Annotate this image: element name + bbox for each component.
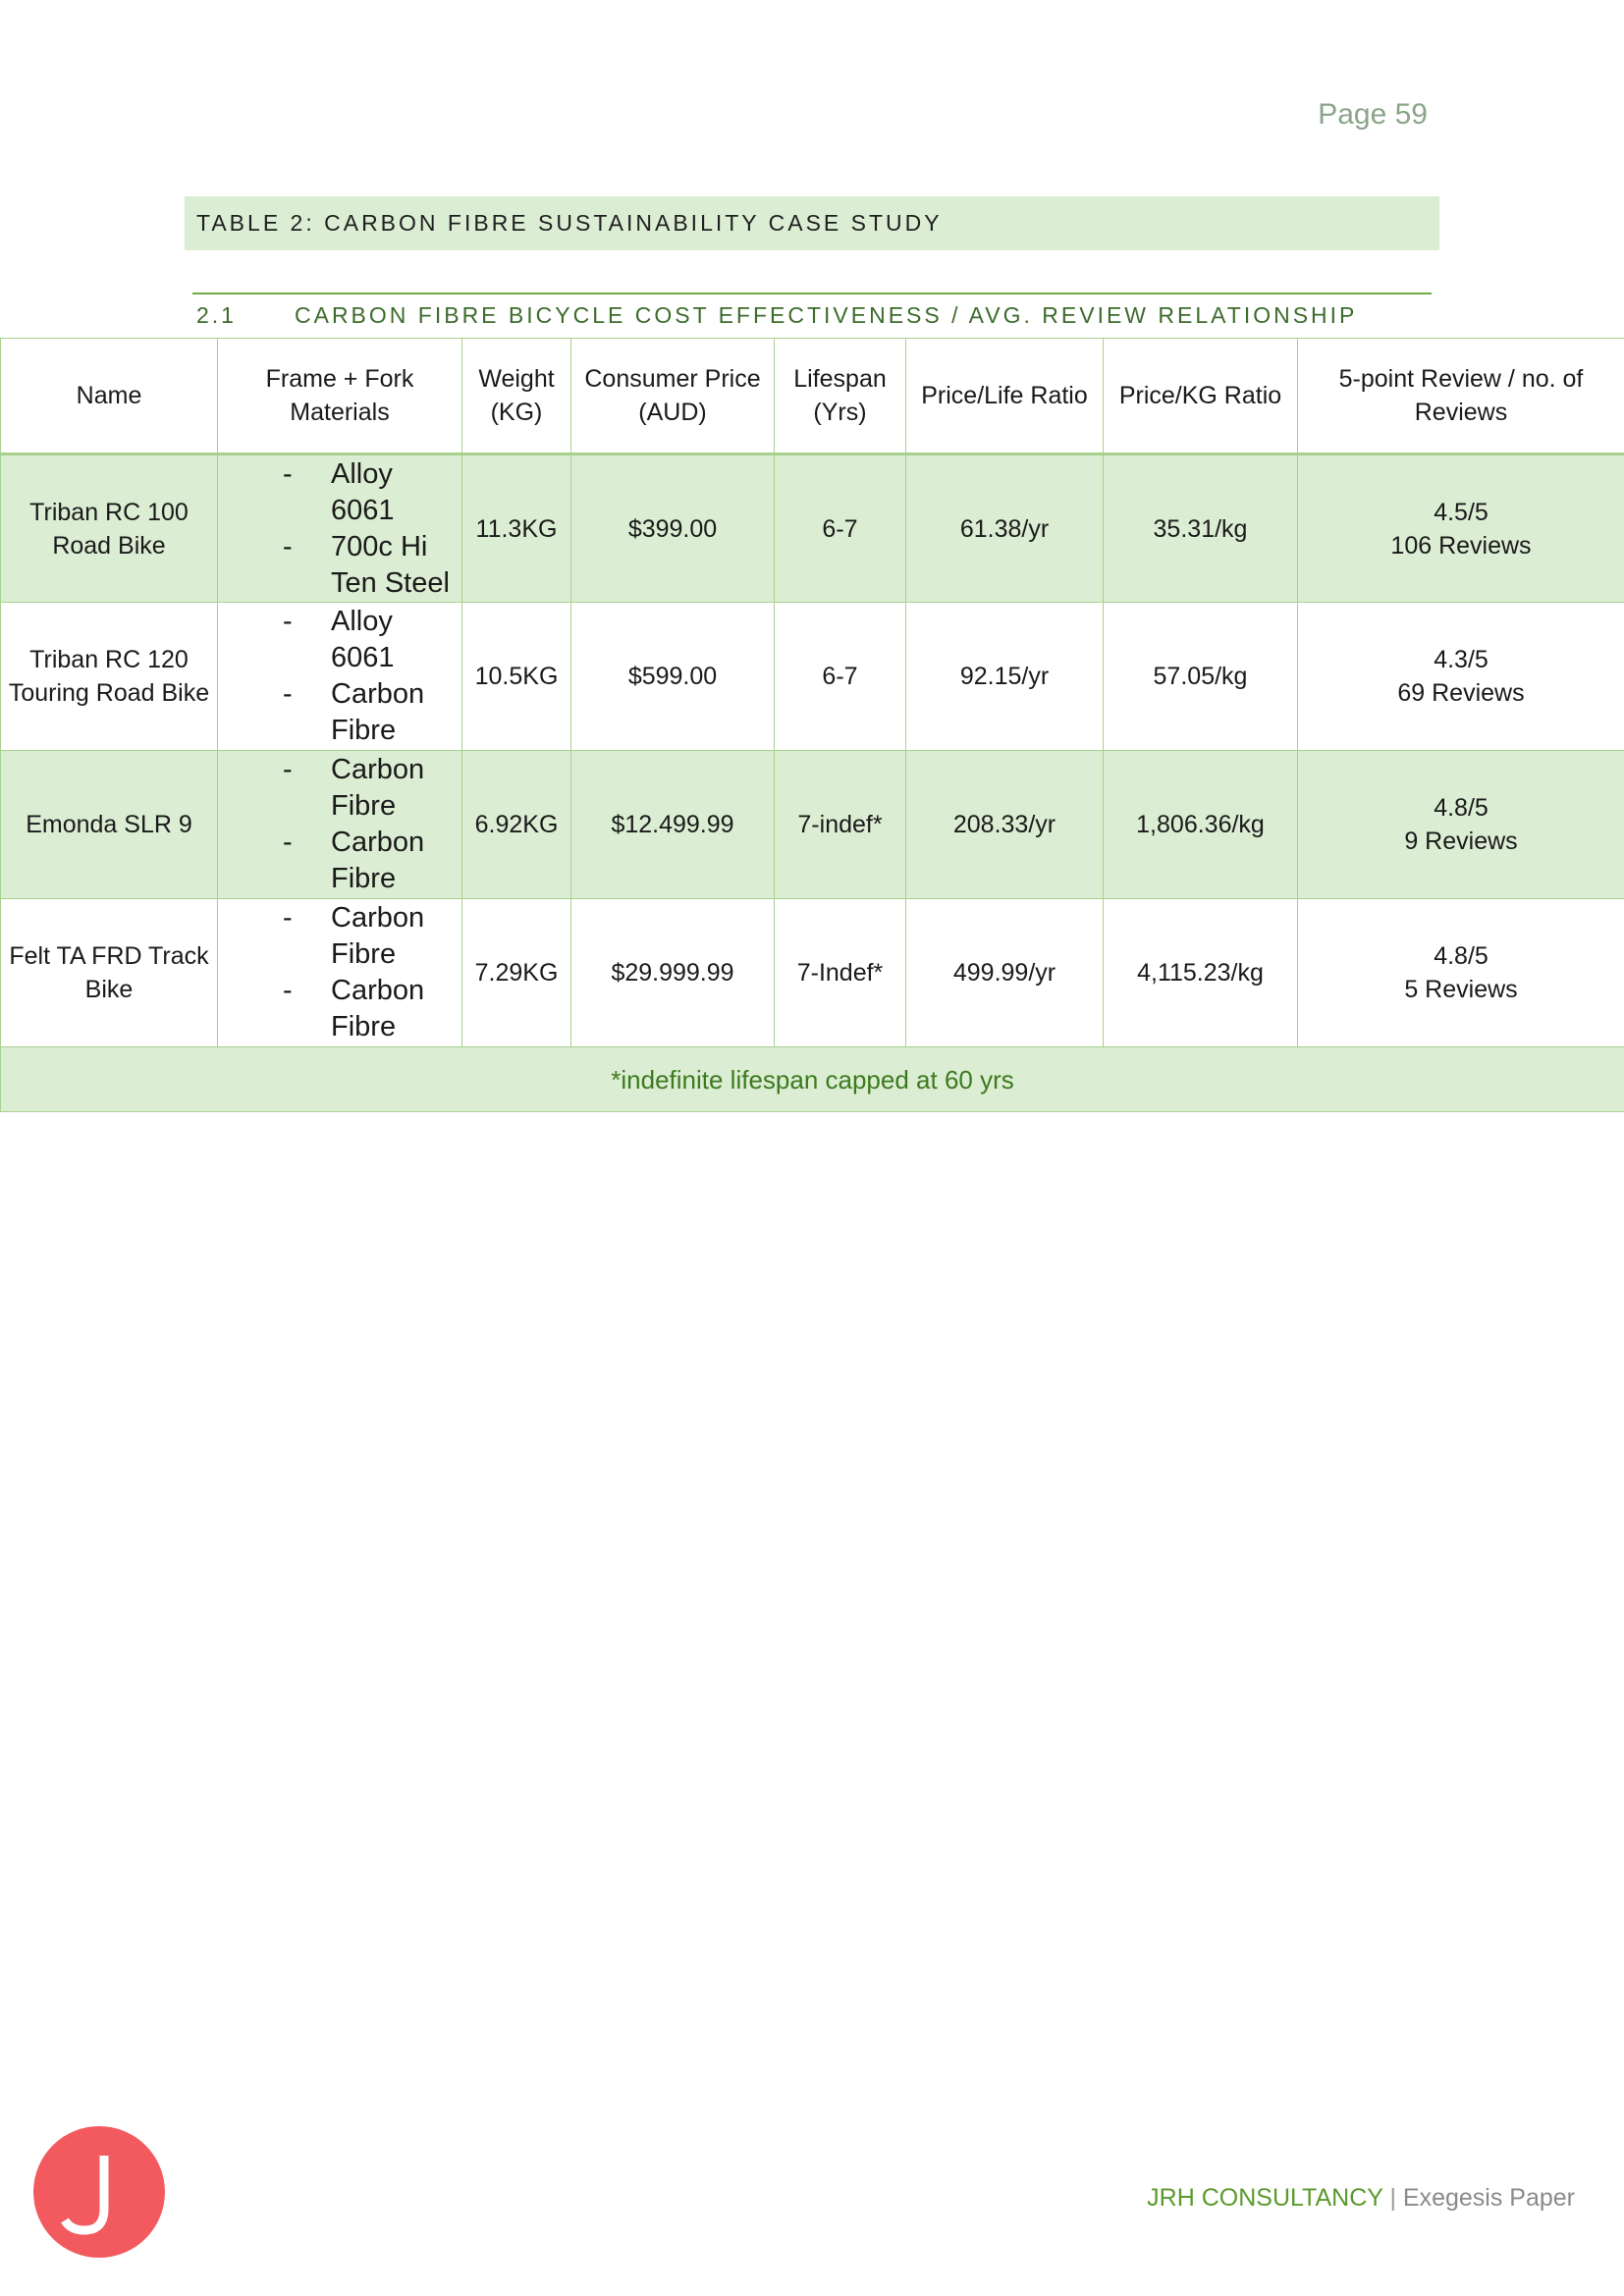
header-materials: Frame + Fork Materials xyxy=(218,339,462,454)
table-footnote-row xyxy=(1,1047,1624,1112)
footer-company: JRH CONSULTANCY xyxy=(1147,2184,1383,2212)
cell-lifespan: 7-indef* xyxy=(775,751,906,899)
review-score: 4.5/5 xyxy=(1434,498,1489,526)
table-row xyxy=(1,603,1624,751)
cell-price: $599.00 xyxy=(571,603,775,751)
bike-comparison-table xyxy=(0,338,1624,1112)
cell-price-life: 499.99/yr xyxy=(906,899,1104,1047)
cell-weight: 10.5KG xyxy=(462,603,571,751)
table-row xyxy=(1,899,1624,1047)
cell-name: Felt TA FRD Track Bike xyxy=(1,899,218,1047)
cell-materials xyxy=(218,751,462,899)
material-item: - Alloy 6061 xyxy=(218,456,461,529)
cell-price: $29.999.99 xyxy=(571,899,775,1047)
table-row xyxy=(1,454,1624,603)
header-name: Name xyxy=(1,339,218,454)
table-row xyxy=(1,751,1624,899)
section-number: 2.1 xyxy=(196,302,237,328)
cell-review xyxy=(1298,751,1624,899)
cell-materials xyxy=(218,454,462,603)
table-footnote: *indefinite lifespan capped at 60 yrs xyxy=(1,1047,1624,1112)
cell-weight: 7.29KG xyxy=(462,899,571,1047)
cell-lifespan: 6-7 xyxy=(775,454,906,603)
logo-j-icon xyxy=(33,2126,165,2258)
material-item: - Carbon Fibre xyxy=(218,825,461,897)
cell-price-kg: 4,115.23/kg xyxy=(1104,899,1298,1047)
cell-materials xyxy=(218,899,462,1047)
cell-name: Triban RC 100 Road Bike xyxy=(1,454,218,603)
table-caption: TABLE 2: CARBON FIBRE SUSTAINABILITY CASE STUDY xyxy=(185,196,1439,250)
footer-separator: | xyxy=(1389,2184,1396,2212)
table-header-row xyxy=(1,339,1624,454)
header-lifespan: Lifespan (Yrs) xyxy=(775,339,906,454)
cell-price-life: 208.33/yr xyxy=(906,751,1104,899)
review-score: 4.3/5 xyxy=(1434,646,1489,673)
footer-document: Exegesis Paper xyxy=(1402,2184,1575,2212)
heading-rule xyxy=(192,293,1432,294)
cell-price: $12.499.99 xyxy=(571,751,775,899)
page-number: Page 59 xyxy=(1318,98,1428,131)
cell-weight: 11.3KG xyxy=(462,454,571,603)
cell-price-life: 92.15/yr xyxy=(906,603,1104,751)
section-heading xyxy=(196,302,1357,329)
header-weight: Weight (KG) xyxy=(462,339,571,454)
footer-text xyxy=(1147,2184,1575,2213)
header-price-life: Price/Life Ratio xyxy=(906,339,1104,454)
cell-materials xyxy=(218,603,462,751)
material-item: - 700c Hi Ten Steel xyxy=(218,529,461,602)
material-item: - Carbon Fibre xyxy=(218,900,461,973)
cell-review xyxy=(1298,454,1624,603)
cell-price-life: 61.38/yr xyxy=(906,454,1104,603)
cell-weight: 6.92KG xyxy=(462,751,571,899)
cell-review xyxy=(1298,899,1624,1047)
material-item: - Carbon Fibre xyxy=(218,676,461,749)
cell-price-kg: 35.31/kg xyxy=(1104,454,1298,603)
section-title: CARBON FIBRE BICYCLE COST EFFECTIVENESS / AVG. REVIEW RELATIONSHIP xyxy=(295,302,1358,328)
header-price-kg: Price/KG Ratio xyxy=(1104,339,1298,454)
cell-price-kg: 1,806.36/kg xyxy=(1104,751,1298,899)
cell-lifespan: 6-7 xyxy=(775,603,906,751)
cell-price-kg: 57.05/kg xyxy=(1104,603,1298,751)
material-item: - Carbon Fibre xyxy=(218,973,461,1045)
review-score: 4.8/5 xyxy=(1434,942,1489,970)
cell-price: $399.00 xyxy=(571,454,775,603)
review-count: 106 Reviews xyxy=(1390,531,1532,560)
material-item: - Carbon Fibre xyxy=(218,752,461,825)
company-logo xyxy=(33,2126,165,2258)
material-item: - Alloy 6061 xyxy=(218,604,461,676)
header-price: Consumer Price (AUD) xyxy=(571,339,775,454)
cell-lifespan: 7-Indef* xyxy=(775,899,906,1047)
review-score: 4.8/5 xyxy=(1434,794,1489,822)
review-count: 5 Reviews xyxy=(1404,976,1518,1003)
cell-name: Triban RC 120 Touring Road Bike xyxy=(1,603,218,751)
cell-review xyxy=(1298,603,1624,751)
review-count: 69 Reviews xyxy=(1397,679,1525,707)
header-review: 5-point Review / no. of Reviews xyxy=(1298,339,1624,454)
review-count: 9 Reviews xyxy=(1404,828,1518,855)
cell-name: Emonda SLR 9 xyxy=(1,751,218,899)
